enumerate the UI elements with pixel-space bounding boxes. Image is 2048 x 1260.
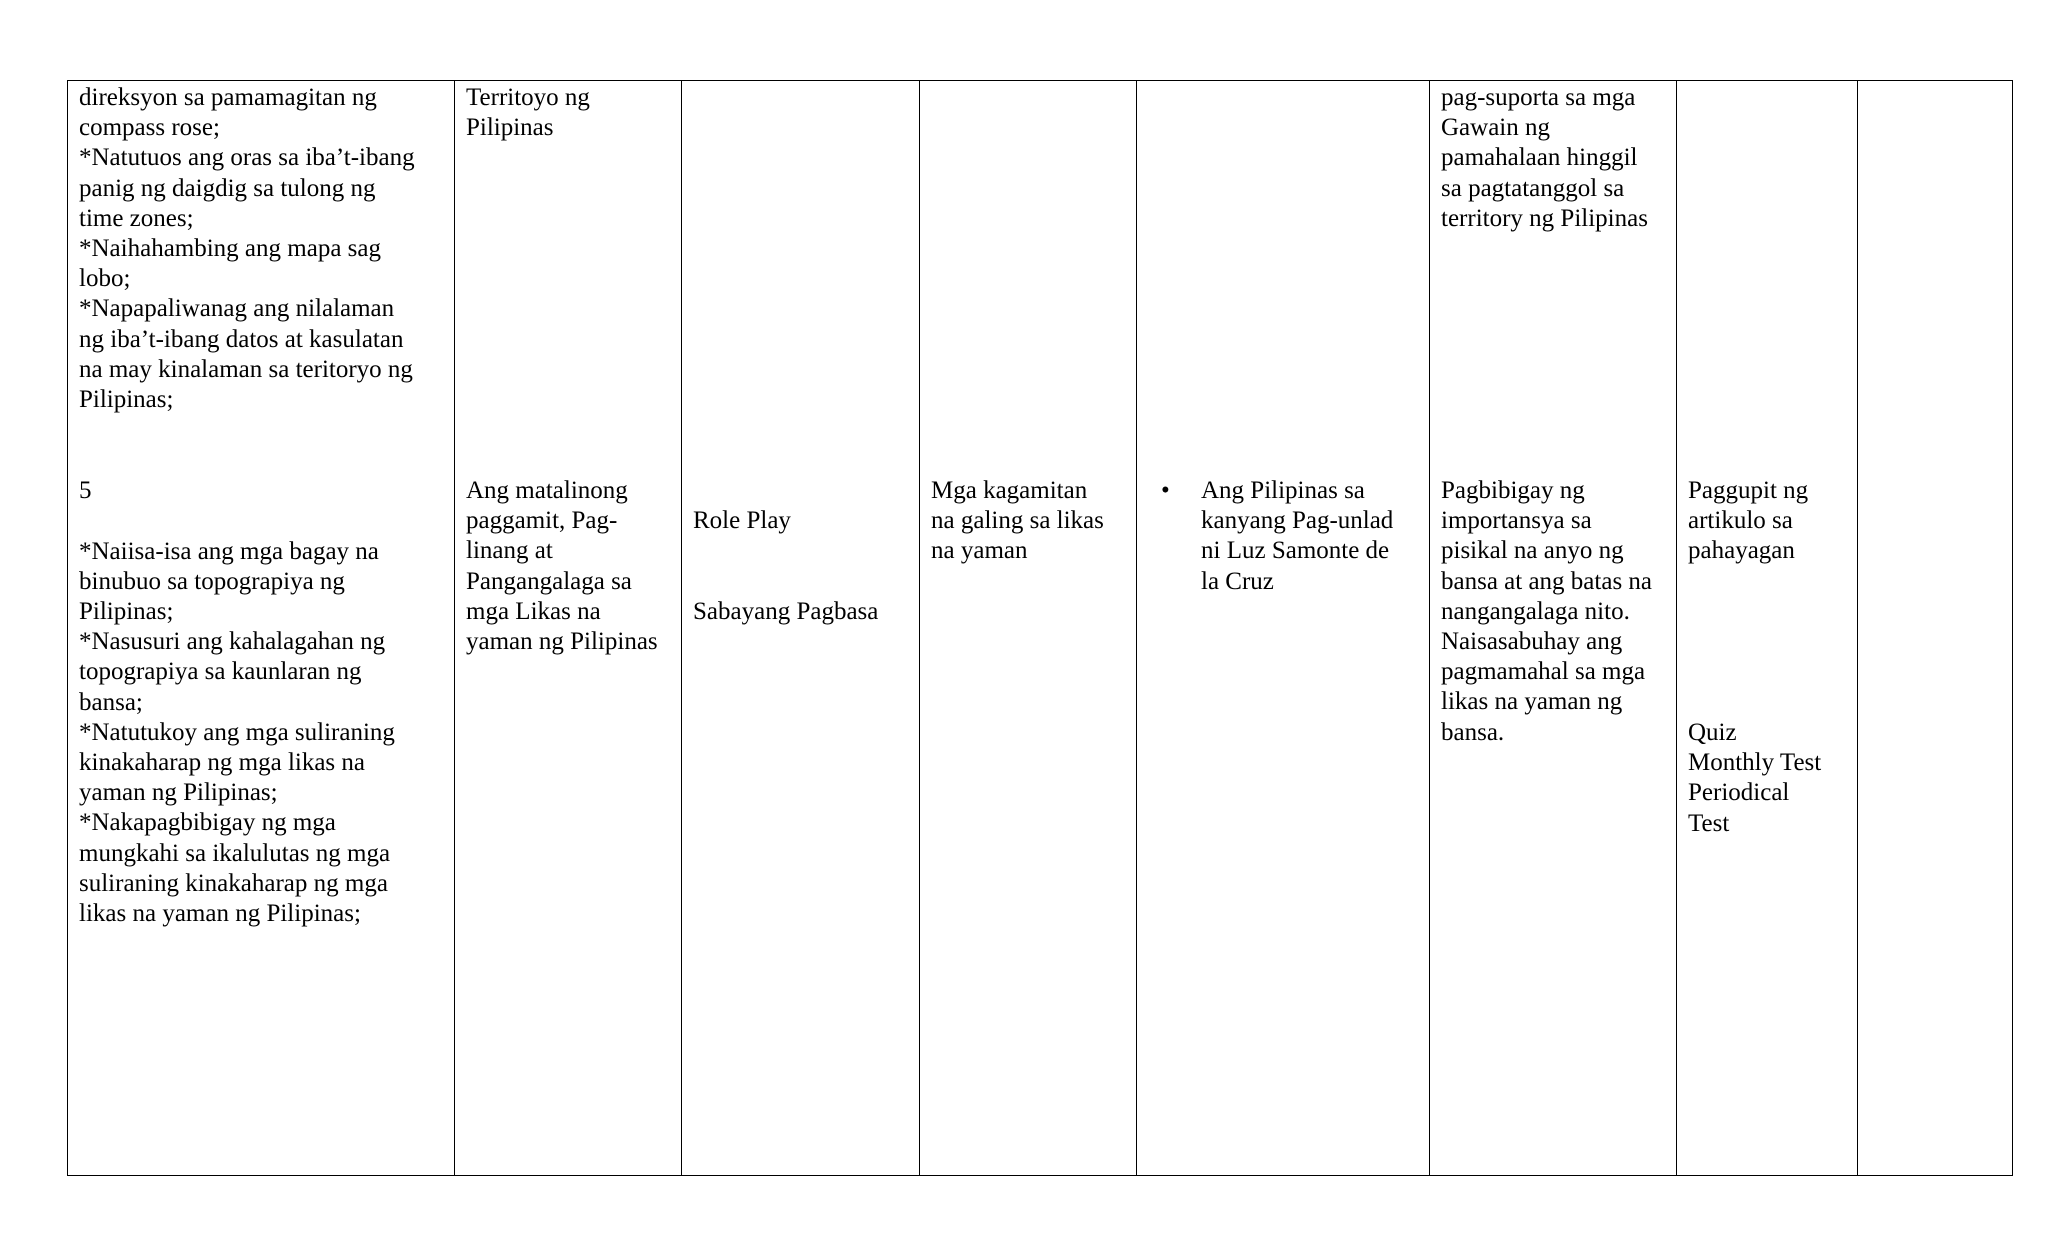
strategy-role-play: Role Play <box>693 507 791 535</box>
topic-column <box>455 81 682 1175</box>
strategy-cell <box>693 476 913 657</box>
materials-column <box>920 81 1137 1175</box>
reference-text: Ang Pilipinas sa kanyang Pag-unlad ni Luz Samonte de la Cruz <box>1201 477 1394 595</box>
values-continued-text: pag-suporta sa mga Gawain ng pamahalaan hinggil sa pagtatanggol sa territory ng Pilipinas <box>1441 84 1648 232</box>
references-column <box>1137 81 1430 1175</box>
objectives-column <box>68 81 455 1175</box>
activity-text: Paggupit ng artikulo sa pahayagan <box>1688 477 1809 565</box>
topic-natural-resources-text: Ang matalinong paggamit, Pag- linang at Pangangalaga sa mga Likas na yaman ng Pilipinas <box>466 477 658 656</box>
strategy-column <box>682 81 920 1175</box>
reference-list-item <box>1161 476 1423 597</box>
values-column <box>1430 81 1677 1175</box>
strategy-choral-reading: Sabayang Pagbasa <box>693 597 879 625</box>
assessment-text: Quiz Monthly Test Periodical Test <box>1688 719 1822 837</box>
week-5-objectives-text: *Naiisa-isa ang mga bagay na binubuo sa topograpiya ng Pilipinas; *Nasusuri ang kahalagahan ng topograpiya sa kaunlaran ng bansa; *Natutukoy ang mga suliraning kinakaharap ng mga likas na yaman ng Pilipinas; *Nakapagbibigay ng mga mungkahi sa ikalulutas ng mga suliraning kinakaharap ng mga likas na yaman ng Pilipinas; <box>79 537 395 928</box>
values-text: Pagbibigay ng importansya sa pisikal na anyo ng bansa at ang batas na nangangalaga nito. Naisasabuhay ang pagmamahal sa mga likas na yaman ng bansa. <box>1441 477 1653 746</box>
bullet-icon: • <box>1161 477 1170 504</box>
remarks-column <box>1858 81 2012 1175</box>
week-number: 5 <box>79 477 92 505</box>
lesson-plan-table <box>67 80 2013 1176</box>
materials-text: Mga kagamitan na galing sa likas na yaman <box>931 477 1104 565</box>
topic-territory-text: Territoyo ng Pilipinas <box>466 84 590 142</box>
objectives-continued-text: direksyon sa pamamagitan ng compass rose; *Natutuos ang oras sa iba’t-ibang panig ng daigdig sa tulong ng time zones; *Naihahambing ang mapa sag lobo; *Napapaliwanag ang nilalaman ng iba’t-ibang datos at kasulatan na may kinalaman sa teritoryo ng Pilipinas; <box>79 84 415 414</box>
week-5-objectives-cell <box>79 446 448 959</box>
assessment-column <box>1677 81 1858 1175</box>
